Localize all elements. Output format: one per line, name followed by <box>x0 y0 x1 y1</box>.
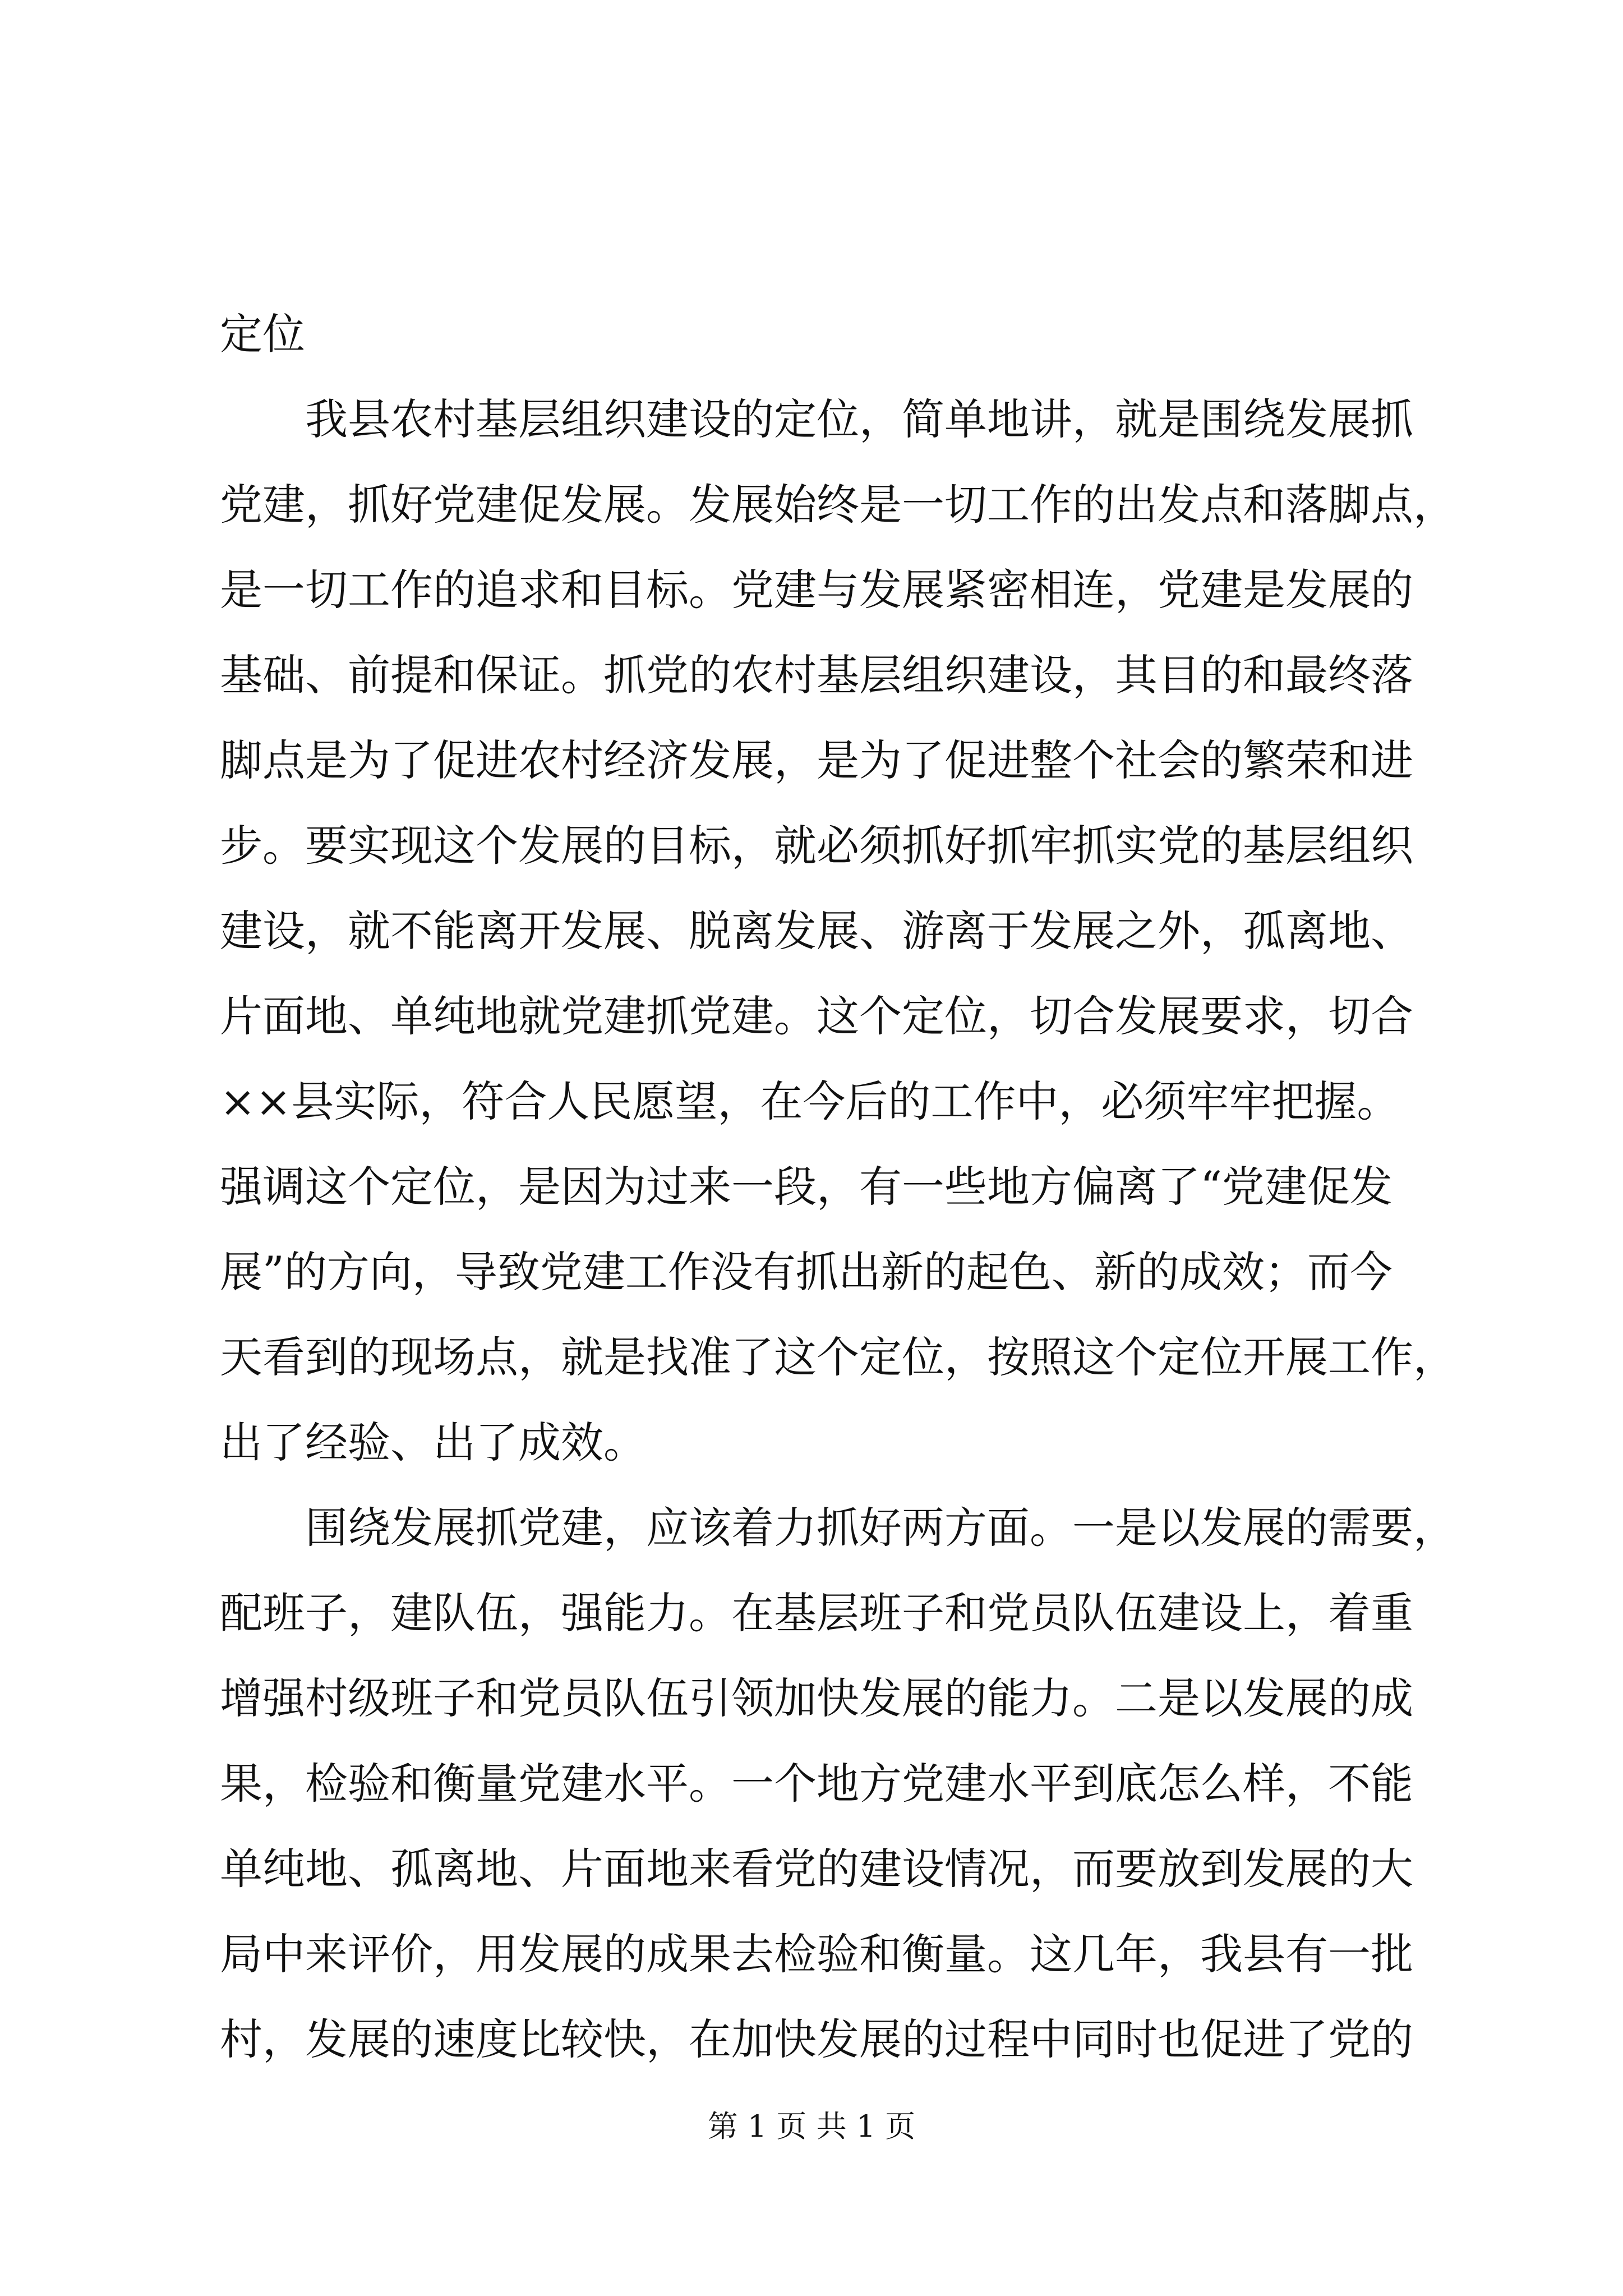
text-line: 是一切工作的追求和目标。党建与发展紧密相连，党建是发展的 <box>220 565 1413 615</box>
text-line: 单纯地、孤离地、片面地来看党的建设情况，而要放到发展的大 <box>220 1844 1413 1894</box>
text-line: 基础、前提和保证。抓党的农村基层组织建设，其目的和最终落 <box>220 650 1413 700</box>
text-line: 片面地、单纯地就党建抓党建。这个定位，切合发展要求，切合 <box>220 991 1413 1041</box>
text-line: 我县农村基层组织建设的定位，简单地讲，就是围绕发展抓 <box>305 394 1413 444</box>
text-line: 脚点是为了促进农村经济发展，是为了促进整个社会的繁荣和进 <box>220 735 1413 785</box>
text-line: 强调这个定位，是因为过来一段，有一些地方偏离了“党建促发 <box>220 1162 1393 1212</box>
text-line: 围绕发展抓党建，应该着力抓好两方面。一是以发展的需要， <box>305 1503 1456 1553</box>
text-line: 展”的方向，导致党建工作没有抓出新的起色、新的成效；而今 <box>220 1247 1393 1297</box>
text-line: 局中来评价，用发展的成果去检验和衡量。这几年，我县有一批 <box>220 1929 1413 1979</box>
text-line: 果，检验和衡量党建水平。一个地方党建水平到底怎么样，不能 <box>220 1759 1413 1809</box>
text-line: 天看到的现场点，就是找准了这个定位，按照这个定位开展工作， <box>220 1332 1456 1382</box>
text-line: 党建，抓好党建促发展。发展始终是一切工作的出发点和落脚点， <box>220 480 1456 530</box>
text-line: 建设，就不能离开发展、脱离发展、游离于发展之外，孤离地、 <box>220 906 1413 956</box>
text-line: 步。要实现这个发展的目标，就必须抓好抓牢抓实党的基层组织 <box>220 821 1413 871</box>
page-footer: 第 1 页 共 1 页 <box>707 2109 916 2144</box>
text-line: 增强村级班子和党员队伍引领加快发展的能力。二是以发展的成 <box>220 1673 1413 1723</box>
text-line: 出了经验、出了成效。 <box>220 1418 646 1467</box>
paragraph-2 <box>220 1485 1456 2082</box>
document-body <box>220 292 1456 2082</box>
section-heading: 定位 <box>220 309 305 359</box>
text-line: 配班子，建队伍，强能力。在基层班子和党员队伍建设上，着重 <box>220 1588 1413 1638</box>
paragraph-1 <box>220 377 1456 1485</box>
text-line: ××县实际，符合人民愿望，在今后的工作中，必须牢牢把握。 <box>220 1076 1400 1126</box>
text-line: 村，发展的速度比较快，在加快发展的过程中同时也促进了党的 <box>220 2014 1413 2064</box>
